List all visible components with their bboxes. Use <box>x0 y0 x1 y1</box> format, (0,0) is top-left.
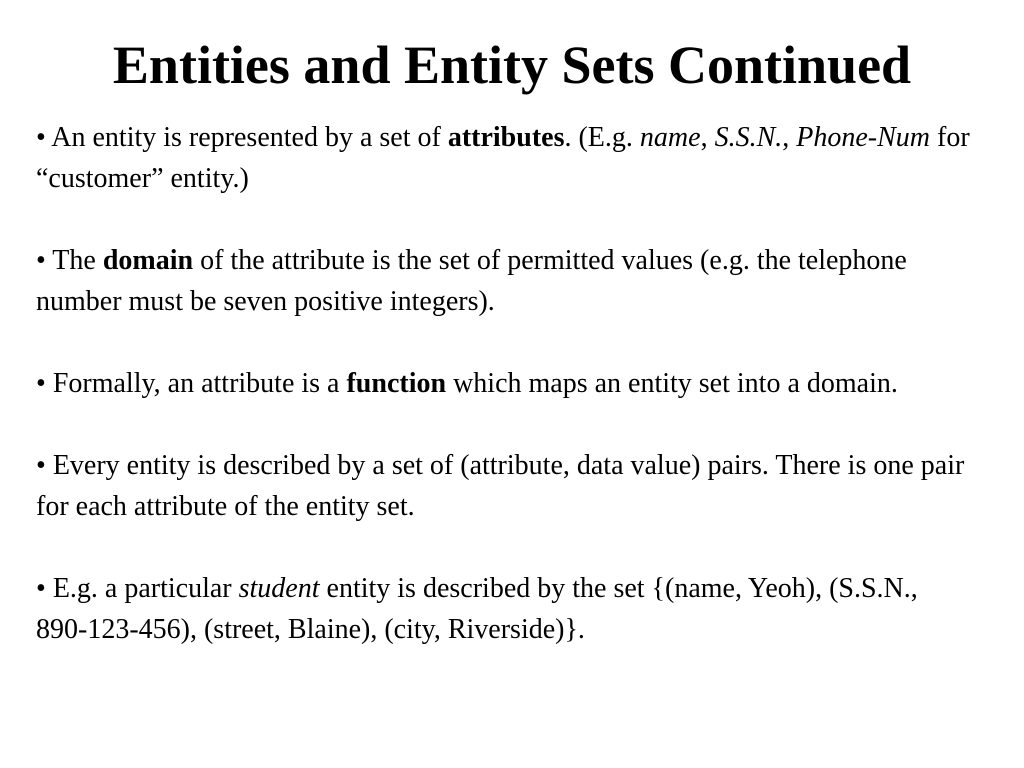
bullet-item <box>36 240 976 322</box>
bullet-text: , <box>700 122 715 153</box>
bullet-text: of the attribute is the set of permitted values (e.g. the telephone number must be seven positive integers). <box>36 245 907 317</box>
bullet-item <box>36 568 976 650</box>
bullet-marker: • <box>36 122 46 153</box>
bullet-text: The <box>45 245 103 276</box>
bullet-list <box>36 117 976 650</box>
bullet-text: An entity is represented by a set of <box>45 122 448 153</box>
term-attributes: attributes <box>447 122 565 153</box>
bullet-marker: • <box>36 245 46 276</box>
bullet-text: entity is described by the set {(name, Yeoh), (S.S.N., 890-123-456), (street, Blaine), (city, Riverside)}. <box>36 573 918 645</box>
bullet-marker: • <box>36 573 46 604</box>
bullet-text: which maps an entity set into a domain. <box>446 368 898 399</box>
bullet-marker: • <box>36 450 46 481</box>
bullet-item <box>36 117 976 199</box>
bullet-text: E.g. a particular <box>45 573 239 604</box>
bullet-text: Formally, an attribute is a <box>45 368 347 399</box>
slide-title: Entities and Entity Sets Continued <box>112 35 912 95</box>
example-ssn: S.S.N. <box>714 122 783 153</box>
term-domain: domain <box>102 245 194 276</box>
example-phone-num: Phone-Num <box>796 122 931 153</box>
bullet-text: for “customer” entity.) <box>36 122 970 194</box>
bullet-item <box>36 445 976 527</box>
bullet-text: . (E.g. <box>564 122 640 153</box>
example-name: name <box>639 122 701 153</box>
bullet-text: Every entity is described by a set of (attribute, data value) pairs. There is one pair for each attribute of the entity set. <box>36 450 965 522</box>
bullet-marker: • <box>36 368 46 399</box>
bullet-item <box>36 363 976 404</box>
term-function: function <box>346 368 447 399</box>
example-student: student <box>238 573 320 604</box>
bullet-text: , <box>782 122 797 153</box>
